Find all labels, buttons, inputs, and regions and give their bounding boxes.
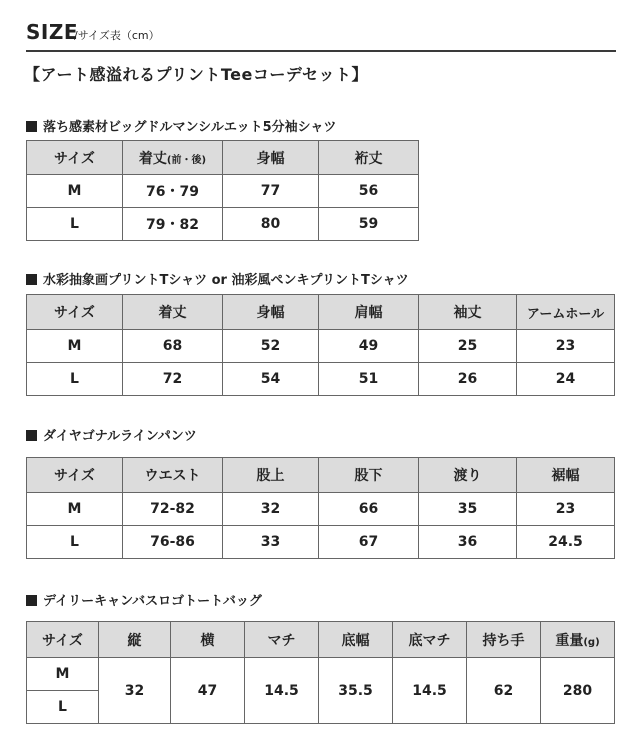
table-cell: 68 xyxy=(123,330,223,363)
column-header: 底幅 xyxy=(319,622,393,658)
table-cell: 23 xyxy=(517,493,615,526)
size-table-pants xyxy=(26,457,615,559)
column-header xyxy=(123,141,223,175)
column-header: 縦 xyxy=(99,622,171,658)
size-heading: SIZE xyxy=(26,20,79,44)
table-cell: 54 xyxy=(223,363,319,396)
table-cell: 56 xyxy=(319,175,419,208)
table-row xyxy=(27,658,615,691)
table-cell: 26 xyxy=(419,363,517,396)
size-table-tshirt xyxy=(26,294,615,396)
table-header-row xyxy=(27,141,419,175)
table-cell: M xyxy=(27,658,99,691)
table-cell: M xyxy=(27,175,123,208)
section-heading-shirt xyxy=(26,116,336,135)
column-header-suffix: (前・後) xyxy=(166,154,207,166)
table-cell: 79・82 xyxy=(123,208,223,241)
size-unit-label: /サイズ表（cm） xyxy=(74,29,160,42)
table-cell: L xyxy=(27,363,123,396)
table-cell: 72 xyxy=(123,363,223,396)
table-cell: 32 xyxy=(99,658,171,724)
column-header: サイズ xyxy=(27,622,99,658)
section-title: 落ち感素材ビッグドルマンシルエット5分袖シャツ xyxy=(43,120,337,135)
size-table-tote xyxy=(26,621,615,724)
table-cell: 52 xyxy=(223,330,319,363)
column-header: 肩幅 xyxy=(319,295,419,330)
column-header: 横 xyxy=(171,622,245,658)
column-header: 底マチ xyxy=(393,622,467,658)
table-cell: 51 xyxy=(319,363,419,396)
column-header: ウエスト xyxy=(123,458,223,493)
column-header: アームホール xyxy=(517,295,615,330)
table-cell: 77 xyxy=(223,175,319,208)
square-bullet-icon xyxy=(26,121,37,132)
square-bullet-icon xyxy=(26,274,37,285)
table-cell: L xyxy=(27,526,123,559)
table-cell: 35 xyxy=(419,493,517,526)
table-cell: 14.5 xyxy=(393,658,467,724)
table-header-row xyxy=(27,295,615,330)
size-header xyxy=(26,16,616,52)
column-header: 身幅 xyxy=(223,141,319,175)
column-header: 裄丈 xyxy=(319,141,419,175)
column-header-label: 重量 xyxy=(555,632,584,649)
table-row xyxy=(27,493,615,526)
square-bullet-icon xyxy=(26,595,37,606)
column-header: 股下 xyxy=(319,458,419,493)
column-header: 股上 xyxy=(223,458,319,493)
column-header: サイズ xyxy=(27,458,123,493)
table-cell: 76-86 xyxy=(123,526,223,559)
table-cell: 66 xyxy=(319,493,419,526)
column-header: 持ち手 xyxy=(467,622,541,658)
table-header-row xyxy=(27,622,615,658)
table-cell: 67 xyxy=(319,526,419,559)
column-header-label: 着丈 xyxy=(138,150,167,167)
table-cell: 72-82 xyxy=(123,493,223,526)
table-cell: 280 xyxy=(541,658,615,724)
table-cell: 47 xyxy=(171,658,245,724)
table-cell: 49 xyxy=(319,330,419,363)
table-cell: 25 xyxy=(419,330,517,363)
table-cell: M xyxy=(27,493,123,526)
table-cell: 59 xyxy=(319,208,419,241)
column-header: 着丈 xyxy=(123,295,223,330)
page-title: 【アート感溢れるプリントTeeコーデセット】 xyxy=(24,65,369,84)
section-title: 水彩抽象画プリントTシャツ or 油彩風ペンキプリントTシャツ xyxy=(43,273,409,288)
column-header: マチ xyxy=(245,622,319,658)
column-header: 袖丈 xyxy=(419,295,517,330)
table-cell: 76・79 xyxy=(123,175,223,208)
column-header: サイズ xyxy=(27,141,123,175)
table-cell: 36 xyxy=(419,526,517,559)
table-cell: 33 xyxy=(223,526,319,559)
section-title: デイリーキャンバスロゴトートバッグ xyxy=(43,594,262,609)
weight-unit-label: (g) xyxy=(583,636,600,648)
table-header-row xyxy=(27,458,615,493)
section-title: ダイヤゴナルラインパンツ xyxy=(43,429,197,444)
table-cell: 35.5 xyxy=(319,658,393,724)
table-row xyxy=(27,175,419,208)
section-heading-tshirt xyxy=(26,269,409,288)
table-cell: 32 xyxy=(223,493,319,526)
table-cell: 14.5 xyxy=(245,658,319,724)
table-cell: 24.5 xyxy=(517,526,615,559)
section-heading-tote xyxy=(26,590,262,609)
size-table-shirt xyxy=(26,140,419,241)
column-header: 身幅 xyxy=(223,295,319,330)
square-bullet-icon xyxy=(26,430,37,441)
table-cell: 62 xyxy=(467,658,541,724)
table-cell: L xyxy=(27,208,123,241)
table-row xyxy=(27,208,419,241)
table-row xyxy=(27,330,615,363)
table-row xyxy=(27,526,615,559)
table-cell: 23 xyxy=(517,330,615,363)
column-header: 裾幅 xyxy=(517,458,615,493)
table-cell: 80 xyxy=(223,208,319,241)
table-cell: M xyxy=(27,330,123,363)
table-row xyxy=(27,363,615,396)
column-header: 渡り xyxy=(419,458,517,493)
table-cell: L xyxy=(27,691,99,724)
column-header: サイズ xyxy=(27,295,123,330)
section-heading-pants xyxy=(26,425,197,444)
table-cell: 24 xyxy=(517,363,615,396)
column-header xyxy=(541,622,615,658)
